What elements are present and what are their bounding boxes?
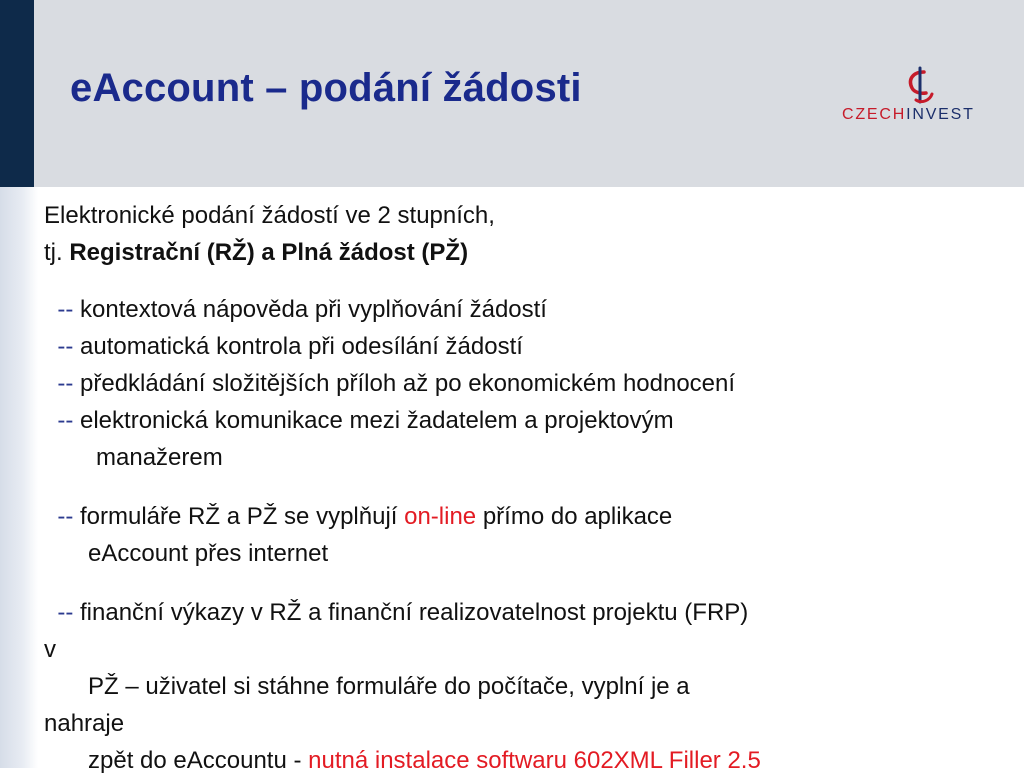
bullet-text: kontextová nápověda při vyplňování žádostí [80,296,547,323]
intro-prefix: tj. [44,239,70,266]
side-gradient-strip [0,187,38,768]
logo-text-czech: CZECH [842,106,907,123]
bullet-item [44,498,1004,535]
intro-bold-text: Registrační (RŽ) a Plná žádost (PŽ) [69,239,469,266]
bullet-text: přímo do aplikace [482,503,673,530]
bullet-item [44,291,1004,328]
bullet-text: manažerem [96,444,223,471]
header-accent-bar [0,0,34,187]
bullet-item [44,365,1004,402]
bullet-item [44,594,1004,631]
bullet-text: nahraje [44,710,125,737]
slide-body [44,197,1004,779]
dash-marker: -- [57,333,74,360]
dash-marker: -- [57,503,74,530]
spacer [44,476,1004,498]
bullet-continuation [44,631,1004,668]
spacer [44,572,1004,594]
logo-wordmark [842,106,975,124]
bullet-continuation [44,535,1004,572]
bullet-text: PŽ – uživatel si stáhne formuláře do počítače, vyplní je a [88,673,690,700]
slide-title: eAccount – podání žádosti [70,66,582,110]
bullet-continuation [44,439,1004,476]
highlight-text: on-line [404,503,477,530]
bullet-text: eAccount přes internet [88,540,329,567]
bullet-continuation [44,742,1004,779]
bullet-text: elektronická komunikace mezi žadatelem a projektovým [80,407,674,434]
bullet-text: v [44,636,56,663]
dash-marker: -- [57,599,74,626]
dash-marker: -- [57,296,74,323]
dash-marker: -- [57,370,74,397]
dash-marker: -- [57,407,74,434]
bullet-text: finanční výkazy v RŽ a finanční realizovatelnost projektu (FRP) [80,599,749,626]
bullet-text: formuláře RŽ a PŽ se vyplňují [80,503,398,530]
bullet-text: předkládání složitějších příloh až po ekonomickém hodnocení [80,370,736,397]
bullet-text: zpět do eAccountu - [88,747,302,774]
spacer [44,271,1004,291]
intro-text: Elektronické podání žádostí ve 2 stupních, [44,202,495,229]
intro-line [44,197,1004,234]
bullet-item [44,402,1004,439]
bullet-continuation [44,668,1004,705]
logo-mark-icon [902,66,938,106]
bullet-continuation [44,705,1004,742]
highlight-text: nutná instalace softwaru 602XML Filler 2.5 [308,747,761,774]
czechinvest-logo [842,66,1002,126]
logo-text-invest: INVEST [906,106,975,123]
bullet-text: automatická kontrola při odesílání žádostí [80,333,523,360]
intro-line-2 [44,234,1004,271]
bullet-item [44,328,1004,365]
